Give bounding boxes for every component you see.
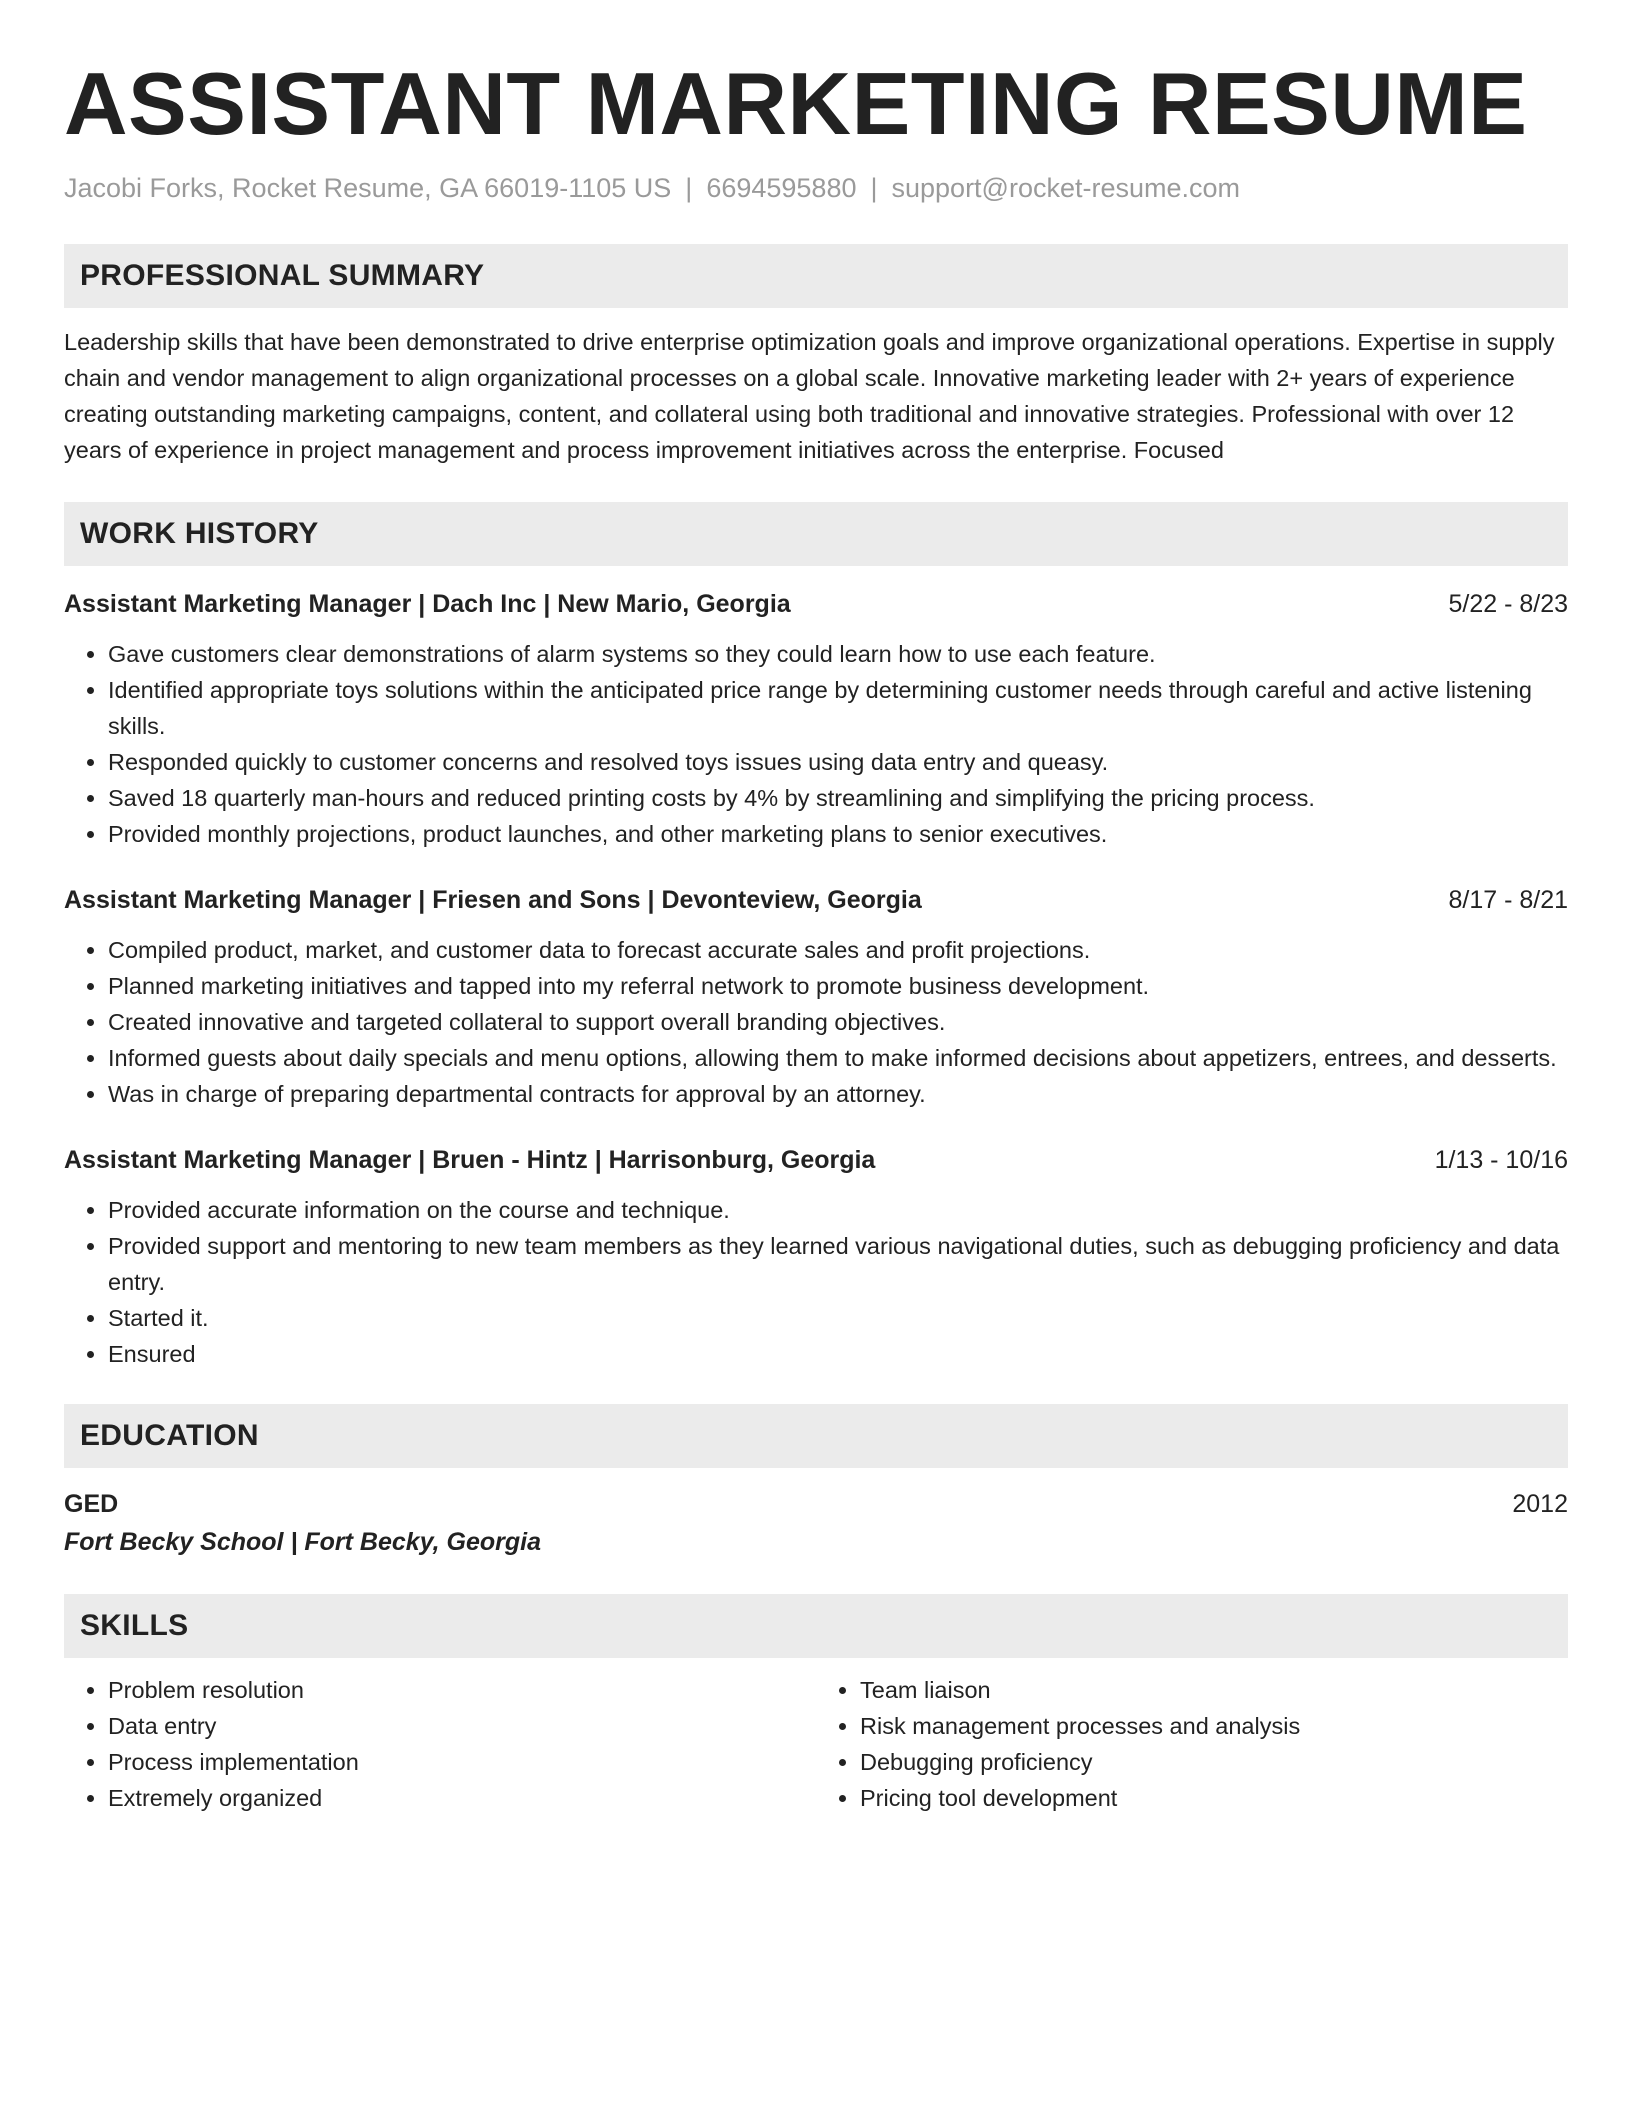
job-entry [64, 882, 1568, 1112]
job-bullet: • Started it. [108, 1300, 1568, 1336]
job-bullet: • Provided monthly projections, product launches, and other marketing plans to senior executives. [108, 816, 1568, 852]
job-bullet: • Compiled product, market, and customer data to forecast accurate sales and profit projections. [108, 932, 1568, 968]
job-bullets [64, 636, 1568, 852]
education-year: 2012 [1512, 1490, 1568, 1518]
job-dates: 5/22 - 8/23 [1448, 590, 1568, 618]
skills-list [64, 1672, 1568, 1816]
job-entry [64, 1142, 1568, 1372]
contact-line [64, 170, 1568, 206]
job-bullet: • Was in charge of preparing departmental contracts for approval by an attorney. [108, 1076, 1568, 1112]
job-header [64, 586, 1568, 622]
job-header [64, 1142, 1568, 1178]
job-header [64, 882, 1568, 918]
skill-item: • Team liaison [860, 1672, 1568, 1708]
work-history-heading: WORK HISTORY [64, 502, 1568, 566]
education-school: Fort Becky School | Fort Becky, Georgia [64, 1528, 542, 1556]
skill-item: • Extremely organized [108, 1780, 816, 1816]
contact-phone: 6694595880 [706, 173, 857, 203]
skill-item: • Data entry [108, 1708, 816, 1744]
job-title: Assistant Marketing Manager | Friesen and Sons | Devonteview, Georgia [64, 886, 922, 914]
education-header [64, 1486, 1568, 1522]
skill-item: • Debugging proficiency [860, 1744, 1568, 1780]
job-title: Assistant Marketing Manager | Bruen - Hintz | Harrisonburg, Georgia [64, 1146, 876, 1174]
job-bullets [64, 932, 1568, 1112]
job-bullet: • Ensured [108, 1336, 1568, 1372]
job-bullet: • Saved 18 quarterly man-hours and reduced printing costs by 4% by streamlining and simplifying the pricing process. [108, 780, 1568, 816]
job-entry [64, 586, 1568, 852]
skill-item: • Pricing tool development [860, 1780, 1568, 1816]
skills-heading: SKILLS [64, 1594, 1568, 1658]
job-bullet: • Provided support and mentoring to new team members as they learned various navigational duties, such as debugging proficiency and data entry. [108, 1228, 1568, 1300]
education-degree: GED [64, 1490, 119, 1518]
summary-text: Leadership skills that have been demonstrated to drive enterprise optimization goals and improve organizational operations. Expertise in supply chain and vendor management to align organizational processes on a global scale. Innovative marketing leader with 2+ years of experience creating outstanding marketing campaigns, content, and collateral using both traditional and innovative strategies. Professional with over 12 years of experience in project management and process improvement initiatives across the enterprise. Focused [64, 329, 1555, 463]
skills-column-left [64, 1672, 816, 1816]
job-bullet: • Identified appropriate toys solutions within the anticipated price range by determining customer needs through careful and active listening skills. [108, 672, 1568, 744]
job-bullets [64, 1192, 1568, 1372]
education-heading: EDUCATION [64, 1404, 1568, 1468]
job-dates: 1/13 - 10/16 [1434, 1146, 1568, 1174]
contact-email: support@rocket-resume.com [891, 173, 1241, 203]
contact-address: Jacobi Forks, Rocket Resume, GA 66019-1105 US [64, 173, 672, 203]
job-dates: 8/17 - 8/21 [1448, 886, 1568, 914]
job-bullet: • Gave customers clear demonstrations of alarm systems so they could learn how to use each feature. [108, 636, 1568, 672]
summary-heading: PROFESSIONAL SUMMARY [64, 244, 1568, 308]
job-bullet: • Informed guests about daily specials and menu options, allowing them to make informed decisions about appetizers, entrees, and desserts. [108, 1040, 1568, 1076]
job-bullet: • Responded quickly to customer concerns and resolved toys issues using data entry and queasy. [108, 744, 1568, 780]
job-bullet: • Provided accurate information on the course and technique. [108, 1192, 1568, 1228]
skill-item: • Process implementation [108, 1744, 816, 1780]
skill-item: • Problem resolution [108, 1672, 816, 1708]
job-bullet: • Created innovative and targeted collateral to support overall branding objectives. [108, 1004, 1568, 1040]
job-bullet: • Planned marketing initiatives and tapped into my referral network to promote business development. [108, 968, 1568, 1004]
resume-title: ASSISTANT MARKETING RESUME [64, 54, 1528, 153]
skills-column-right [816, 1672, 1568, 1816]
skill-item: • Risk management processes and analysis [860, 1708, 1568, 1744]
contact-separator: | [685, 173, 693, 203]
job-title: Assistant Marketing Manager | Dach Inc | New Mario, Georgia [64, 590, 791, 618]
contact-separator: | [870, 173, 878, 203]
